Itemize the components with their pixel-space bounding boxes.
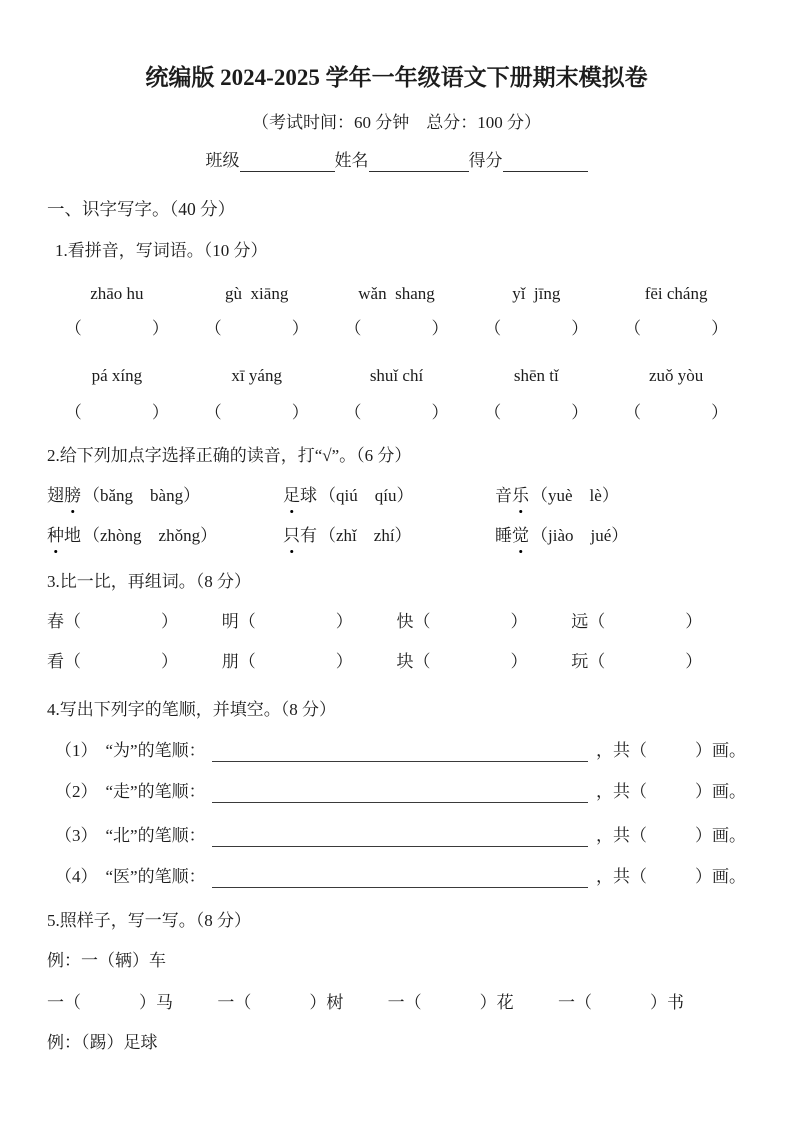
q1-pinyin-row-2 [47,364,746,387]
paren-open: （ [64,319,82,338]
paren-open: （ [413,652,431,671]
pinyin-options: （zhòng zhǒng） [83,526,218,545]
paren-close: ） [161,612,178,631]
count-prefix: ，共（ [596,741,647,760]
count-suffix: ）画。 [695,826,746,845]
q4-title: 4.写出下列字的笔顺，并填空。（8 分） [47,700,336,719]
q5-answer-row [47,991,746,1015]
stroke-order-label: “走”的笔顺： [105,782,206,801]
paren-open: （ [484,319,502,338]
class-blank-line [240,154,335,172]
q2-item [283,484,495,508]
paren-open: （ [64,652,81,671]
score-label: 得分 [468,151,503,170]
answer-parens [466,400,606,426]
hanzi: 快 [396,612,414,631]
pinyin-options: （yuè lè） [531,486,619,505]
paren-open: （ [204,403,222,422]
count-prefix: ，共（ [596,867,647,886]
paren-open: （ [238,612,256,631]
q2-item [47,484,283,508]
q5-title: 5.照样子，写一写。（8 分） [47,911,251,930]
class-label: 班级 [205,151,240,170]
q3-item [222,650,397,674]
measure-word-prefix: 一（ [47,993,81,1012]
pinyin-word: shuǐ chí [369,366,424,385]
score-blank-line [503,154,588,172]
paren-close: ） [161,652,178,671]
hanzi-dotted: 乐 [512,484,529,508]
paren-open: （ [624,403,642,422]
count-suffix: ）画。 [695,782,746,801]
q3-item [571,650,746,674]
pinyin-word: xī yáng [231,366,282,385]
paren-close: ） [151,403,169,422]
paren-open: （ [588,652,606,671]
paren-close: ） [151,319,169,338]
q2-item [495,484,746,508]
page-title: 统编版 2024-2025 学年一年级语文下册期末模拟卷 [145,65,648,90]
item-number: （3） [55,826,98,845]
paren-close: ） [510,652,528,671]
pinyin-options: （bǎng bàng） [83,486,201,505]
hanzi: 睡 [495,526,512,545]
hanzi: 春 [47,612,64,631]
paren-open: （ [64,612,81,631]
hanzi: 有 [300,526,317,545]
count-prefix: ，共（ [596,826,647,845]
hanzi-dotted: 足 [283,484,300,508]
pinyin-word: yǐ jīng [512,284,561,303]
measure-word-suffix: ）花 [479,993,514,1012]
stroke-order-blank-line [212,742,588,762]
name-label: 姓名 [334,151,369,170]
paren-open: （ [238,652,256,671]
answer-parens [466,316,606,342]
student-info-line [47,149,746,172]
stroke-order-blank-line [212,827,588,847]
paren-close: ） [335,652,353,671]
stroke-order-label: “为”的笔顺： [105,741,206,760]
answer-parens [187,316,327,342]
measure-word-prefix: 一（ [217,993,252,1012]
q5-item [217,991,343,1015]
pinyin-word: fēi cháng [644,284,708,303]
paren-open: （ [413,612,431,631]
stroke-order-blank-line [212,868,588,888]
hanzi-dotted: 种 [47,524,64,548]
item-number: （4） [55,867,98,886]
hanzi-dotted: 膀 [64,484,81,508]
pinyin-word: zhāo hu [90,284,144,303]
exam-info: （考试时间：60 分钟 总分：100 分） [252,113,541,132]
q3-item [397,650,572,674]
name-blank-line [369,154,469,172]
paren-close: ） [711,319,729,338]
item-number: （2） [55,782,98,801]
answer-parens [606,400,746,426]
stroke-order-label: “北”的笔顺： [105,826,206,845]
q2-item [283,524,495,548]
paren-close: ） [510,612,528,631]
paren-open: （ [624,319,642,338]
hanzi: 明 [221,612,239,631]
paren-open: （ [484,403,502,422]
paren-close: ） [431,319,449,338]
measure-word-prefix: 一（ [387,993,422,1012]
q3-item [222,610,397,634]
paren-open: （ [344,319,362,338]
q5-example-2: 例：（踢）足球 [47,1033,158,1052]
hanzi: 音 [495,486,512,505]
stroke-order-blank-line [212,783,588,803]
q2-item [495,524,746,548]
q4-row-4 [47,865,746,889]
count-prefix: ，共（ [596,782,647,801]
q3-item [397,610,572,634]
hanzi: 翅 [47,486,64,505]
hanzi: 玩 [571,652,589,671]
pinyin-options: （jiào jué） [531,526,629,545]
q5-item [47,991,173,1015]
hanzi: 看 [47,652,64,671]
q2-item [47,524,283,548]
answer-parens [327,316,467,342]
pinyin-word: wǎn shang [358,284,435,303]
hanzi: 朋 [221,652,239,671]
paren-close: ） [335,612,353,631]
q1-answer-row-1 [47,316,746,342]
hanzi-dotted: 只 [283,524,300,548]
q1-pinyin-row-1 [47,282,746,305]
section1-heading: 一、识字写字。（40 分） [47,199,236,219]
hanzi: 块 [396,652,414,671]
answer-parens [47,316,187,342]
q3-item [47,610,222,634]
q4-row-3 [47,824,746,848]
q2-title: 2.给下列加点字选择正确的读音，打“√”。（6 分） [47,446,412,465]
measure-word-suffix: ）马 [139,993,173,1012]
q4-row-2 [47,780,746,804]
paren-close: ） [431,403,449,422]
count-suffix: ）画。 [695,867,746,886]
hanzi: 地 [64,526,81,545]
pinyin-options: （zhǐ zhí） [319,526,412,545]
hanzi: 球 [300,486,317,505]
item-number: （1） [55,741,98,760]
answer-parens [47,400,187,426]
hanzi: 远 [571,612,589,631]
answer-parens [606,316,746,342]
pinyin-word: gù xiāng [225,284,289,303]
pinyin-word: zuǒ yòu [648,366,704,385]
measure-word-suffix: ）树 [309,993,344,1012]
paren-close: ） [291,319,309,338]
pinyin-word: pá xíng [91,366,143,385]
paren-open: （ [344,403,362,422]
answer-parens [187,400,327,426]
paren-close: ） [685,612,703,631]
answer-parens [327,400,467,426]
q5-item [558,991,684,1015]
q3-title: 3.比一比，再组词。（8 分） [47,572,251,591]
q2-row-2 [47,524,746,548]
measure-word-suffix: ）书 [649,993,684,1012]
q2-row-1 [47,484,746,508]
paren-open: （ [588,612,606,631]
q4-row-1 [47,739,746,763]
paren-close: ） [685,652,703,671]
paren-close: ） [711,403,729,422]
q1-answer-row-2 [47,400,746,426]
paren-open: （ [204,319,222,338]
paren-close: ） [571,403,589,422]
paren-open: （ [64,403,82,422]
paren-close: ） [291,403,309,422]
measure-word-prefix: 一（ [557,993,592,1012]
q3-row-2 [47,650,746,674]
stroke-order-label: “医”的笔顺： [105,867,206,886]
q5-item [388,991,514,1015]
q3-item [571,610,746,634]
hanzi-dotted: 觉 [512,524,529,548]
paren-close: ） [571,319,589,338]
pinyin-word: shēn tǐ [513,366,559,385]
q1-title: 1.看拼音，写词语。（10 分） [55,241,268,260]
count-suffix: ）画。 [695,741,746,760]
pinyin-options: （qiú qíu） [319,486,414,505]
q3-row-1 [47,610,746,634]
q5-example-1: 例：一（辆）车 [47,951,166,970]
q3-item [47,650,222,674]
